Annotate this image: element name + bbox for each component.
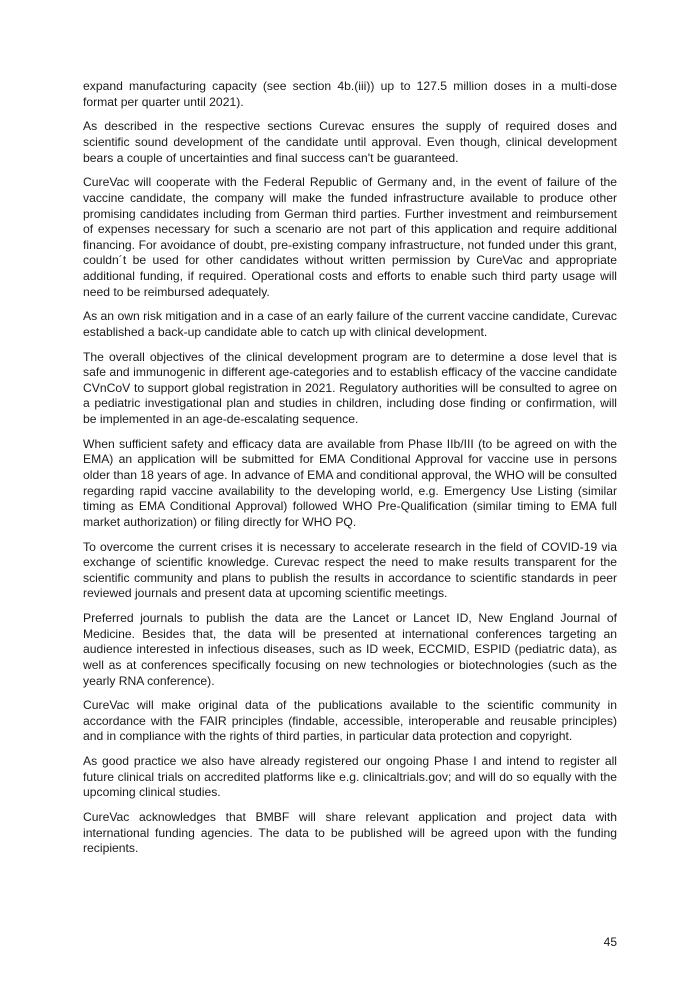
paragraph-knowledge-exchange: To overcome the current crises it is necessary to accelerate research in the field of COVID-19 via exchange of scientific knowledge. Curevac respect the need to make results transparent for the scientific community and plans to publish the results in accordance to scientific standards in peer reviewed journals and present data at upcoming scientific meetings. <box>83 539 617 601</box>
paragraph-regulatory-approval: When sufficient safety and efficacy data are available from Phase IIb/III (to be agreed on with the EMA) an application will be submitted for EMA Conditional Approval for vaccine use in persons older than 18 years of age. In advance of EMA and conditional approval, the WHO will be consulted regarding rapid vaccine availability to the developing world, e.g. Emergency Use Listing (similar timing as EMA Conditional Approval) followed WHO Pre-Qualification (similar timing to EMA full market authorization) or filing directly for WHO PQ. <box>83 436 617 529</box>
paragraph-trial-registration: As good practice we also have already registered our ongoing Phase I and intend to register all future clinical trials on accredited platforms like e.g. clinicaltrials.gov; and will do so equally with the upcoming clinical studies. <box>83 754 617 800</box>
paragraph-bmbf-data-sharing: CureVac acknowledges that BMBF will share relevant application and project data with international funding agencies. The data to be published will be agreed upon with the funding recipients. <box>83 810 617 856</box>
paragraph-supply-of-doses: As described in the respective sections Curevac ensures the supply of required doses and scientific sound development of the candidate until approval. Even though, clinical development bears a couple of uncertainties and final success can't be guaranteed. <box>83 119 617 165</box>
page-number: 45 <box>603 935 617 949</box>
body-text <box>83 79 617 857</box>
paragraph-manufacturing-capacity: expand manufacturing capacity (see section 4b.(iii)) up to 127.5 million doses in a multi-dose format per quarter until 2021). <box>83 79 617 109</box>
paragraph-clinical-objectives: The overall objectives of the clinical development program are to determine a dose level that is safe and immunogenic in different age-categories and to establish efficacy of the vaccine candidate CVnCoV to support global registration in 2021. Regulatory authorities will be consulted to agree on a pediatric investigational plan and studies in children, including dose finding or confirmation, will be implemented in an age-de-escalating sequence. <box>83 349 617 427</box>
paragraph-preferred-journals: Preferred journals to publish the data are the Lancet or Lancet ID, New England Journal of Medicine. Besides that, the data will be presented at international conferences targeting an audience interested in infectious diseases, such as ID week, ECCMID, ESPID (pediatric data), as well as at conferences specifically focusing on new technologies or biotechnologies (such as the yearly RNA conference). <box>83 611 617 688</box>
paragraph-fair-principles: CureVac will make original data of the publications available to the scientific community in accordance with the FAIR principles (findable, accessible, interoperable and reusable principles) and in compliance with the rights of third parties, in particular data protection and copyright. <box>83 698 617 744</box>
paragraph-cooperation-federal-republic: CureVac will cooperate with the Federal Republic of Germany and, in the event of failure of the vaccine candidate, the company will make the funded infrastructure available to produce other promising candidates including from German third parties. Further investment and reimbursement of expenses necessary for such a scenario are not part of this application and require additional financing. For avoidance of doubt, pre-existing company infrastructure, not funded under this grant, couldn´t be used for other candidates without written permission by CureVac and appropriate additional funding, if required. Operational costs and efforts to enable such third party usage will need to be reimbursed adequately. <box>83 175 617 299</box>
paragraph-risk-mitigation: As an own risk mitigation and in a case of an early failure of the current vaccine candidate, Curevac established a back-up candidate able to catch up with clinical development. <box>83 309 617 339</box>
